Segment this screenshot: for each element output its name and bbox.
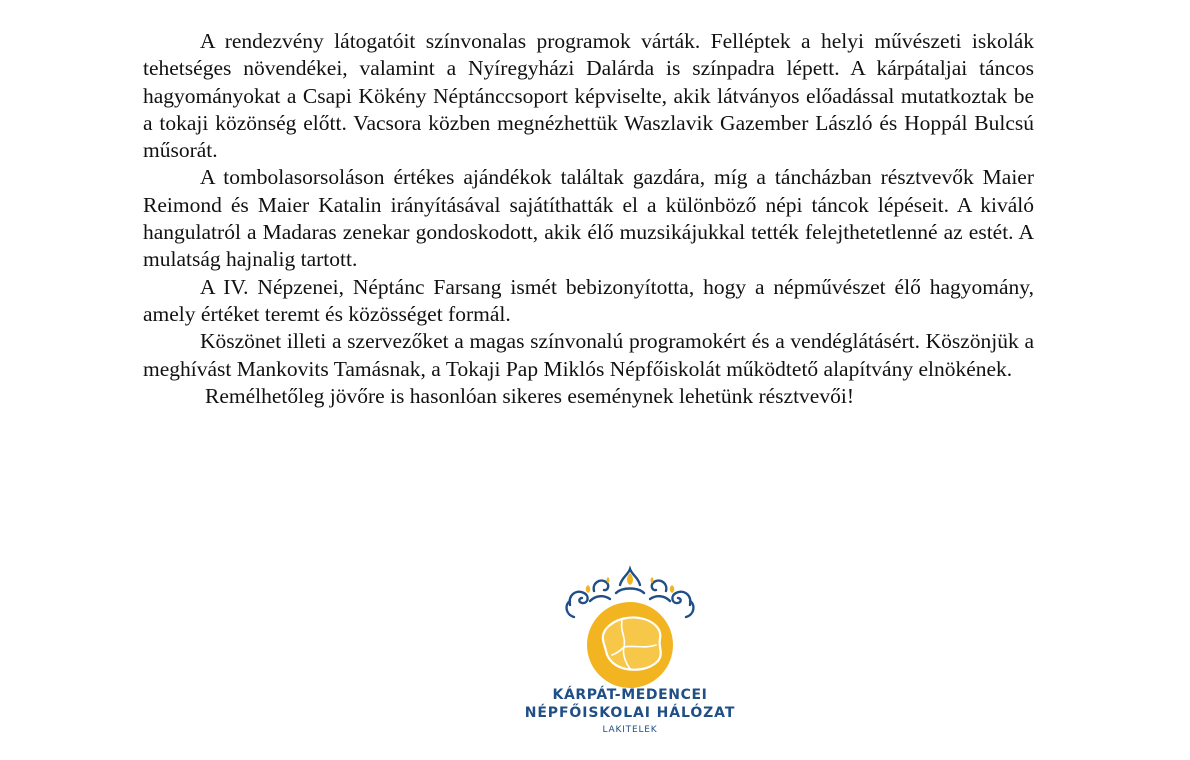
network-logo: [500, 565, 760, 750]
logo-title-line1: KÁRPÁT-MEDENCEI: [552, 687, 708, 703]
basin-outline: [603, 617, 661, 669]
tulip-accents: [586, 573, 675, 593]
logo-title-line2: NÉPFŐISKOLAI HÁLÓZAT: [524, 705, 736, 721]
paragraph-thanks: Köszönet illeti a szervezőket a magas színvonalú programokért és a vendéglátásért. Köszönjük a meghívást Mankovits Tamásnak, a Tokaji Pap Miklós Népfőiskolát működtető alapítvány elnökének.: [143, 329, 1034, 381]
logo-location: LAKITELEK: [602, 725, 658, 735]
carpathian-basin-emblem-icon: [560, 565, 700, 690]
paragraph-folk-art: A IV. Népzenei, Néptánc Farsang ismét bebizonyította, hogy a népművészet élő hagyomány, amely értéket teremt és közösséget formál.: [143, 274, 1034, 326]
article-body: [143, 28, 1034, 410]
paragraph-raffle-dance: A tombolasorsoláson értékes ajándékok találtak gazdára, míg a táncházban résztvevők Maier Reimond és Maier Katalin irányításával sajátíthatták el a különböző népi táncok lépéseit. A kiváló hangulatról a Madaras zenekar gondoskodott, akik élő muzsikájukkal tették felejthetetlenné az estét. A mulatság hajnalig tartott.: [143, 165, 1034, 272]
paragraph-closing: Remélhetőleg jövőre is hasonlóan sikeres eseménynek lehetünk résztvevői!: [205, 383, 854, 408]
paragraph-programs: A rendezvény látogatóit színvonalas programok várták. Felléptek a helyi művészeti iskolák tehetséges növendékei, valamint a Nyíregyházi Dalárda is színpadra lépett. A kárpátaljai táncos hagyományokat a Csapi Kökény Néptánccsoport képviselte, akik látványos előadással mutatkoztak be a tokaji közönség előtt. Vacsora közben megnézhettük Waszlavik Gazember László és Hoppál Bulcsú műsorát.: [143, 29, 1034, 163]
